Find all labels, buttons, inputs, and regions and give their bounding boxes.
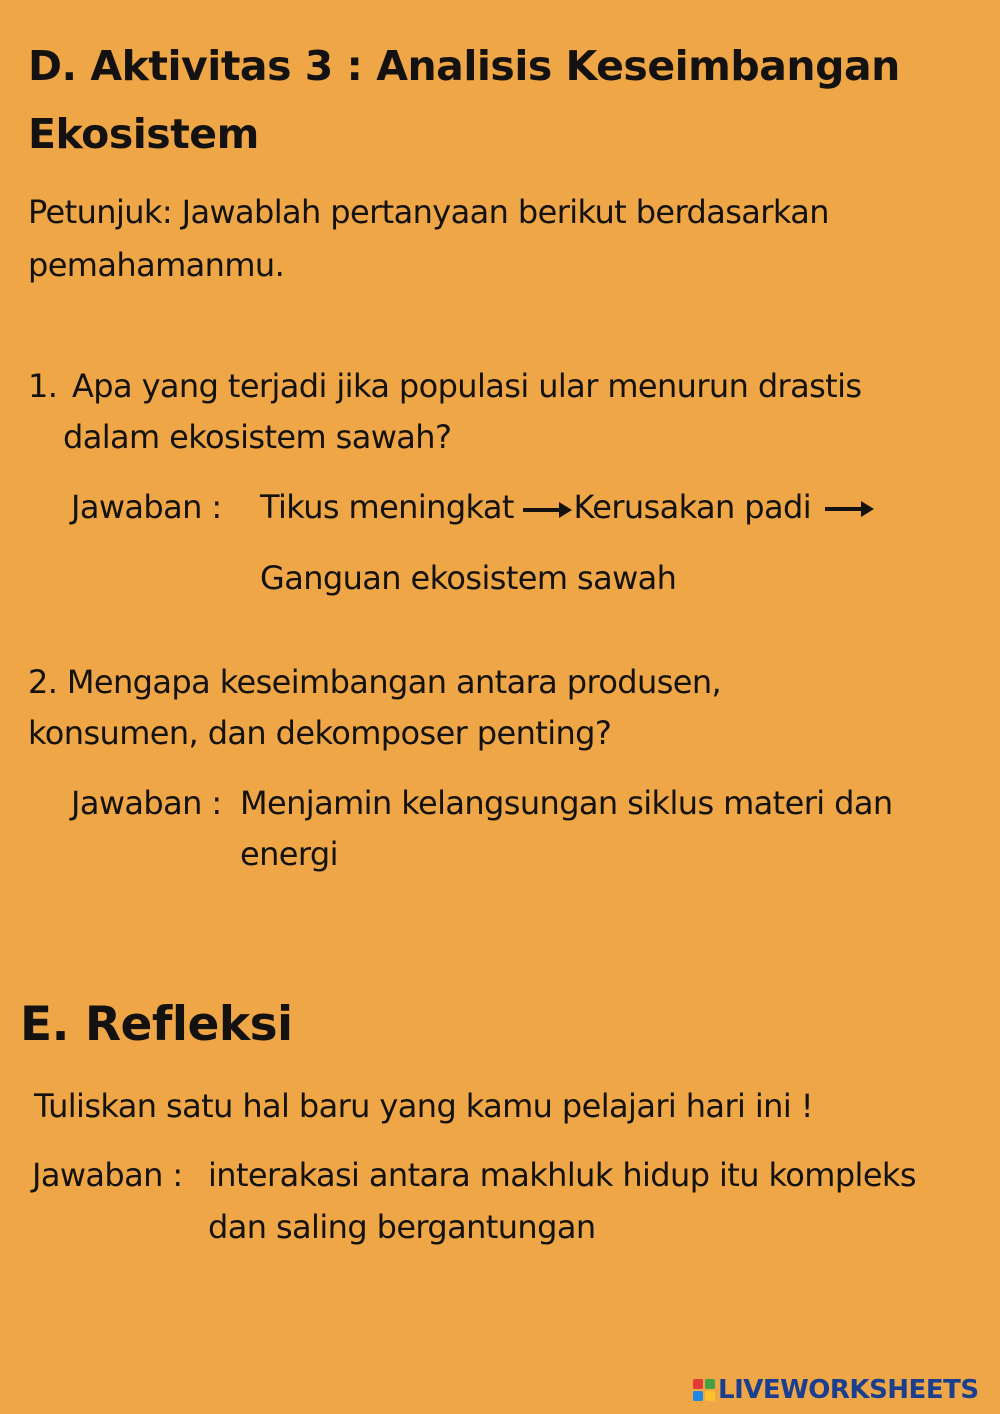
section-d-title-line1: D. Aktivitas 3 : Analisis Keseimbangan bbox=[28, 42, 900, 90]
q2-answer-label: Jawaban : bbox=[71, 784, 222, 822]
right-arrow-icon bbox=[523, 499, 573, 519]
liveworksheets-logo bbox=[693, 1374, 979, 1406]
q2-answer-line2: energi bbox=[240, 835, 338, 873]
logo-square bbox=[693, 1379, 703, 1389]
q1-answer-part1: Tikus meningkat bbox=[260, 488, 514, 526]
instruction-line1: Petunjuk: Jawablah pertanyaan berikut berdasarkan bbox=[28, 193, 829, 231]
reflection-prompt: Tuliskan satu hal baru yang kamu pelajari hari ini ! bbox=[34, 1087, 813, 1125]
right-arrow-icon bbox=[821, 499, 875, 519]
q1-text-line1: Apa yang terjadi jika populasi ular menurun drastis bbox=[72, 367, 862, 405]
q1-text-line2: dalam ekosistem sawah? bbox=[63, 418, 452, 456]
instruction-line2: pemahamanmu. bbox=[28, 246, 285, 284]
q1-answer-line2: Ganguan ekosistem sawah bbox=[260, 559, 677, 597]
q1-answer-part2: Kerusakan padi bbox=[573, 488, 812, 526]
q2-text-line1: 2. Mengapa keseimbangan antara produsen, bbox=[28, 663, 722, 701]
logo-square bbox=[705, 1379, 715, 1389]
q1-answer-label: Jawaban : bbox=[71, 488, 222, 526]
section-e-title: E. Refleksi bbox=[20, 997, 293, 1052]
reflection-answer-line2: dan saling bergantungan bbox=[208, 1208, 596, 1246]
section-d-title-line2: Ekosistem bbox=[28, 110, 259, 158]
reflection-answer-label: Jawaban : bbox=[32, 1156, 183, 1194]
reflection-answer-line1: interakasi antara makhluk hidup itu kompleks bbox=[208, 1156, 916, 1194]
logo-text: LIVEWORKSHEETS bbox=[718, 1375, 979, 1405]
logo-squares-icon bbox=[693, 1379, 715, 1401]
q1-number: 1. bbox=[28, 367, 58, 405]
logo-square bbox=[705, 1391, 715, 1401]
logo-square bbox=[693, 1391, 703, 1401]
q1-answer-line1 bbox=[260, 482, 875, 532]
q2-text-line2: konsumen, dan dekomposer penting? bbox=[28, 714, 612, 752]
q2-answer-line1: Menjamin kelangsungan siklus materi dan bbox=[240, 784, 893, 822]
